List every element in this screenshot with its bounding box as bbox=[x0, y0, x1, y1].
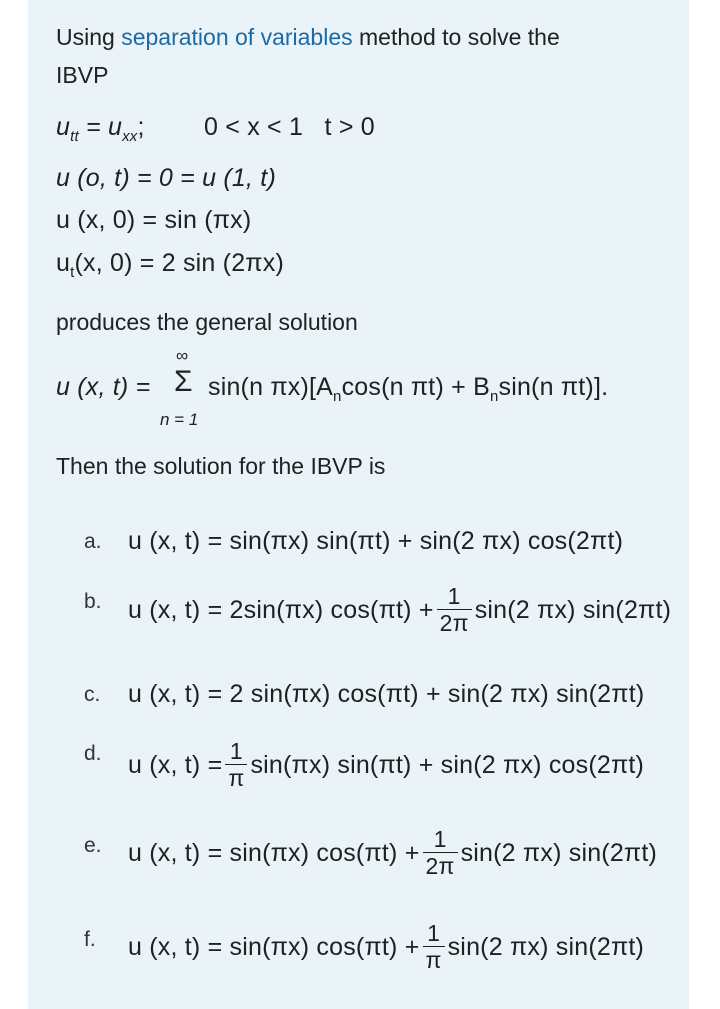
option-f-post: sin(2 πx) sin(2πt) bbox=[447, 933, 645, 962]
general-solution-lead: produces the general solution bbox=[56, 309, 358, 335]
general-body-b: cos(n πt) + B bbox=[341, 373, 490, 401]
pde-lhs-sub: tt bbox=[70, 128, 79, 145]
option-e-post: sin(2 πx) sin(2πt) bbox=[460, 839, 658, 868]
general-body-c: sin(n πt)]. bbox=[498, 373, 609, 401]
pde-end: ; bbox=[137, 113, 145, 141]
option-b-post: sin(2 πx) sin(2πt) bbox=[474, 596, 672, 625]
pde-mid: = u bbox=[78, 113, 123, 141]
pde-mid-sub: xx bbox=[122, 128, 138, 145]
sum-symbol: Σ bbox=[174, 365, 193, 398]
intro-after: method to solve the bbox=[352, 24, 560, 50]
option-a-label[interactable]: a. bbox=[84, 530, 102, 553]
iv-rest: (x, 0) = 2 sin (2πx) bbox=[74, 249, 284, 277]
option-f-label[interactable]: f. bbox=[84, 928, 96, 951]
option-a-expression[interactable]: u (x, t) = sin(πx) sin(πt) + sin(2 πx) cos(2πt) bbox=[128, 527, 624, 555]
intro-before: Using bbox=[56, 24, 122, 50]
option-d-label[interactable]: d. bbox=[84, 742, 102, 765]
option-e-denominator: 2π bbox=[423, 852, 458, 879]
pde-domain: 0 < x < 1 t > 0 bbox=[204, 113, 375, 141]
then-solution-text: Then the solution for the IBVP is bbox=[56, 453, 386, 479]
option-b-pre: u (x, t) = 2sin(πx) cos(πt) + bbox=[128, 596, 434, 625]
sum-lower-limit: n = 1 bbox=[160, 410, 199, 429]
option-d-pre: u (x, t) = bbox=[128, 751, 223, 780]
general-sub-a: n bbox=[333, 388, 342, 405]
option-d-numerator: 1 bbox=[229, 738, 243, 764]
option-f-numerator: 1 bbox=[427, 920, 441, 946]
option-b-denominator: 2π bbox=[437, 609, 472, 636]
intro-line-2: IBVP bbox=[56, 62, 109, 88]
option-f-fraction bbox=[423, 920, 445, 973]
option-b-numerator: 1 bbox=[447, 583, 461, 609]
option-b-label[interactable]: b. bbox=[84, 590, 102, 613]
option-b-fraction bbox=[437, 583, 472, 636]
option-c-expression[interactable]: u (x, t) = 2 sin(πx) cos(πt) + sin(2 πx) sin(2πt) bbox=[128, 680, 645, 708]
pde-lhs: u bbox=[56, 113, 71, 141]
option-b-expression[interactable] bbox=[128, 585, 671, 638]
general-body-a: sin(n πx)[A bbox=[208, 373, 334, 401]
option-f-expression[interactable] bbox=[128, 922, 644, 975]
initial-velocity bbox=[56, 249, 284, 281]
iv-u: u bbox=[56, 249, 71, 277]
option-e-fraction bbox=[423, 826, 458, 879]
option-d-post: sin(πx) sin(πt) + sin(2 πx) cos(2πt) bbox=[250, 751, 645, 780]
option-f-pre: u (x, t) = sin(πx) cos(πt) + bbox=[128, 933, 420, 962]
separation-of-variables-text: separation of variables bbox=[121, 24, 353, 50]
option-e-pre: u (x, t) = sin(πx) cos(πt) + bbox=[128, 839, 420, 868]
sum-upper-limit: ∞ bbox=[176, 346, 189, 365]
general-lhs: u (x, t) = bbox=[56, 373, 151, 401]
option-f-denominator: π bbox=[423, 946, 445, 973]
initial-displacement: u (x, 0) = sin (πx) bbox=[56, 206, 252, 234]
boundary-condition: u (o, t) = 0 = u (1, t) bbox=[56, 164, 276, 192]
option-d-denominator: π bbox=[225, 764, 247, 791]
pde-equation bbox=[56, 113, 145, 145]
option-d-expression[interactable] bbox=[128, 740, 644, 793]
option-c-label[interactable]: c. bbox=[84, 683, 101, 706]
iv-sub: t bbox=[70, 264, 75, 281]
general-sub-b: n bbox=[489, 388, 499, 405]
option-e-label[interactable]: e. bbox=[84, 834, 102, 857]
option-e-numerator: 1 bbox=[433, 826, 447, 852]
option-e-expression[interactable] bbox=[128, 828, 657, 881]
intro-line-1 bbox=[56, 24, 560, 51]
option-d-fraction bbox=[225, 738, 247, 791]
general-body bbox=[208, 373, 609, 405]
